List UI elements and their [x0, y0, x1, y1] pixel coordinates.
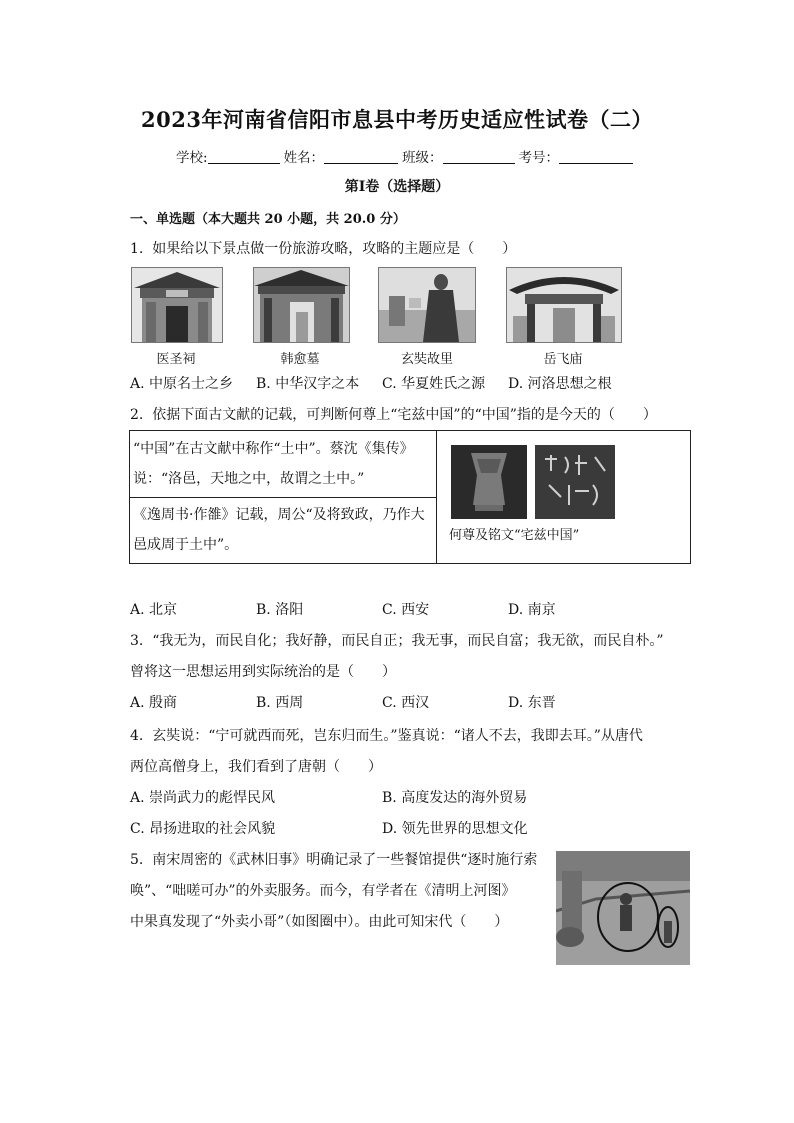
caption-xuanzang-hometown: 玄奘故里 — [400, 352, 453, 367]
q3-option-b[interactable]: B. 西周 — [256, 695, 304, 711]
q1-option-b[interactable]: B. 中华汉字之本 — [256, 376, 360, 392]
question-number: 3. — [130, 633, 144, 649]
tomb-gate-illustration-icon — [254, 268, 349, 342]
photo-hezun-vessel — [451, 445, 527, 519]
photo-xuanzang-hometown — [378, 267, 476, 343]
q1-option-c[interactable]: C. 华夏姓氏之源 — [382, 376, 486, 392]
q4-option-a[interactable]: A. 崇尚武力的彪悍民风 — [130, 790, 276, 806]
question-2-stem — [130, 404, 657, 424]
q4-option-b[interactable]: B. 高度发达的海外贸易 — [382, 790, 528, 806]
source-line: 说：“洛邑，天地之中，故谓之土中。” — [133, 470, 365, 487]
bronze-vessel-icon — [451, 445, 527, 519]
statue-illustration-icon — [379, 268, 475, 342]
question-text: “我无为，而民自化；我好静，而民自正；我无事，而民自富；我无欲，而民自朴。” — [152, 633, 664, 649]
question-number: 1. — [130, 241, 144, 257]
q1-option-d[interactable]: D. 河洛思想之根 — [508, 376, 612, 392]
part-heading: 一、单选题（本大题共 20 小题，共 20.0 分） — [130, 212, 406, 227]
caption-hanyu-tomb: 韩愈墓 — [280, 352, 320, 367]
school-label: 学校: — [176, 150, 208, 166]
photo-hanyu-tomb — [253, 267, 350, 343]
question-3-stem-line1 — [130, 630, 664, 650]
q2-option-a[interactable]: A. 北京 — [130, 602, 178, 618]
question-5-stem-line3: 中果真发现了“外卖小哥”（如图圈中）。由此可知宋代（ ） — [130, 914, 509, 930]
source-cell-1 — [130, 431, 437, 498]
hezun-image-cell — [437, 431, 691, 564]
question-5-stem-line1 — [130, 849, 537, 869]
q2-option-b[interactable]: B. 洛阳 — [256, 602, 304, 618]
photo-yisheng-temple — [131, 267, 223, 343]
class-label: 班级： — [402, 150, 443, 166]
painting-detail-icon — [556, 851, 690, 965]
name-label: 姓名： — [283, 150, 325, 166]
q1-option-a[interactable]: A. 中原名士之乡 — [130, 376, 234, 392]
gate-illustration-icon — [132, 268, 222, 342]
exam-number-label: 考号： — [518, 150, 560, 166]
question-text: 玄奘说：“宁可就西而死，岂东归而生。”鉴真说：“诸人不去，我即去耳。”从唐代 — [152, 728, 643, 744]
q4-option-d[interactable]: D. 领先世界的思想文化 — [382, 821, 528, 837]
q4-option-c[interactable]: C. 昂扬进取的社会风貌 — [130, 821, 276, 837]
source-line: “中国”在古文献中称作“土中”。蔡沈《集传》 — [133, 440, 414, 457]
question-5-stem-line2: 唤”、“咄嗟可办”的外卖服务。而今，有学者在《清明上河图》 — [130, 883, 516, 899]
q3-option-c[interactable]: C. 西汉 — [382, 695, 430, 711]
question-number: 4. — [130, 728, 144, 744]
section-title: 第Ⅰ卷（选择题） — [344, 179, 450, 195]
q3-option-d[interactable]: D. 东晋 — [508, 695, 556, 711]
caption-yuefei-temple: 岳飞庙 — [543, 352, 583, 367]
question-1-stem — [130, 238, 516, 258]
q2-option-d[interactable]: D. 南京 — [508, 602, 556, 618]
temple-gate-illustration-icon — [507, 268, 621, 342]
question-3-stem-line2: 曾将这一思想运用到实际统治的是（ ） — [130, 664, 396, 680]
source-line: 《逸周书·作雒》记载，周公“及将致政，乃作大 — [133, 507, 425, 524]
q2-option-c[interactable]: C. 西安 — [382, 602, 430, 618]
school-blank[interactable] — [208, 149, 280, 164]
photo-hezun-inscription — [535, 445, 615, 519]
question-text: 南宋周密的《武林旧事》明确记录了一些餐馆提供“逐时施行索 — [152, 852, 538, 868]
student-info-line — [176, 146, 637, 166]
photo-qingming-painting — [556, 851, 690, 965]
question-4-stem-line1 — [130, 725, 643, 745]
hezun-caption: 何尊及铭文“宅兹中国” — [449, 528, 580, 543]
class-blank[interactable] — [443, 149, 515, 164]
inscription-icon — [535, 445, 615, 519]
name-blank[interactable] — [324, 149, 398, 164]
question-2-source-table — [129, 430, 691, 564]
source-cell-2 — [130, 497, 437, 564]
question-text: 依据下面古文献的记载，可判断何尊上“宅兹中国”的“中国”指的是今天的（ ） — [152, 407, 657, 423]
q3-option-a[interactable]: A. 殷商 — [130, 695, 178, 711]
question-text: 如果给以下景点做一份旅游攻略，攻略的主题应是（ ） — [152, 241, 517, 257]
photo-yuefei-temple — [506, 267, 622, 343]
caption-yisheng-temple: 医圣祠 — [156, 352, 196, 367]
question-number: 2. — [130, 407, 144, 423]
question-4-stem-line2: 两位高僧身上，我们看到了唐朝（ ） — [130, 759, 382, 775]
exam-title: 2023年河南省信阳市息县中考历史适应性试卷（二） — [141, 107, 653, 132]
question-number: 5. — [130, 852, 144, 868]
exam-number-blank[interactable] — [559, 149, 633, 164]
source-line: 邑成周于土中”。 — [133, 537, 239, 554]
